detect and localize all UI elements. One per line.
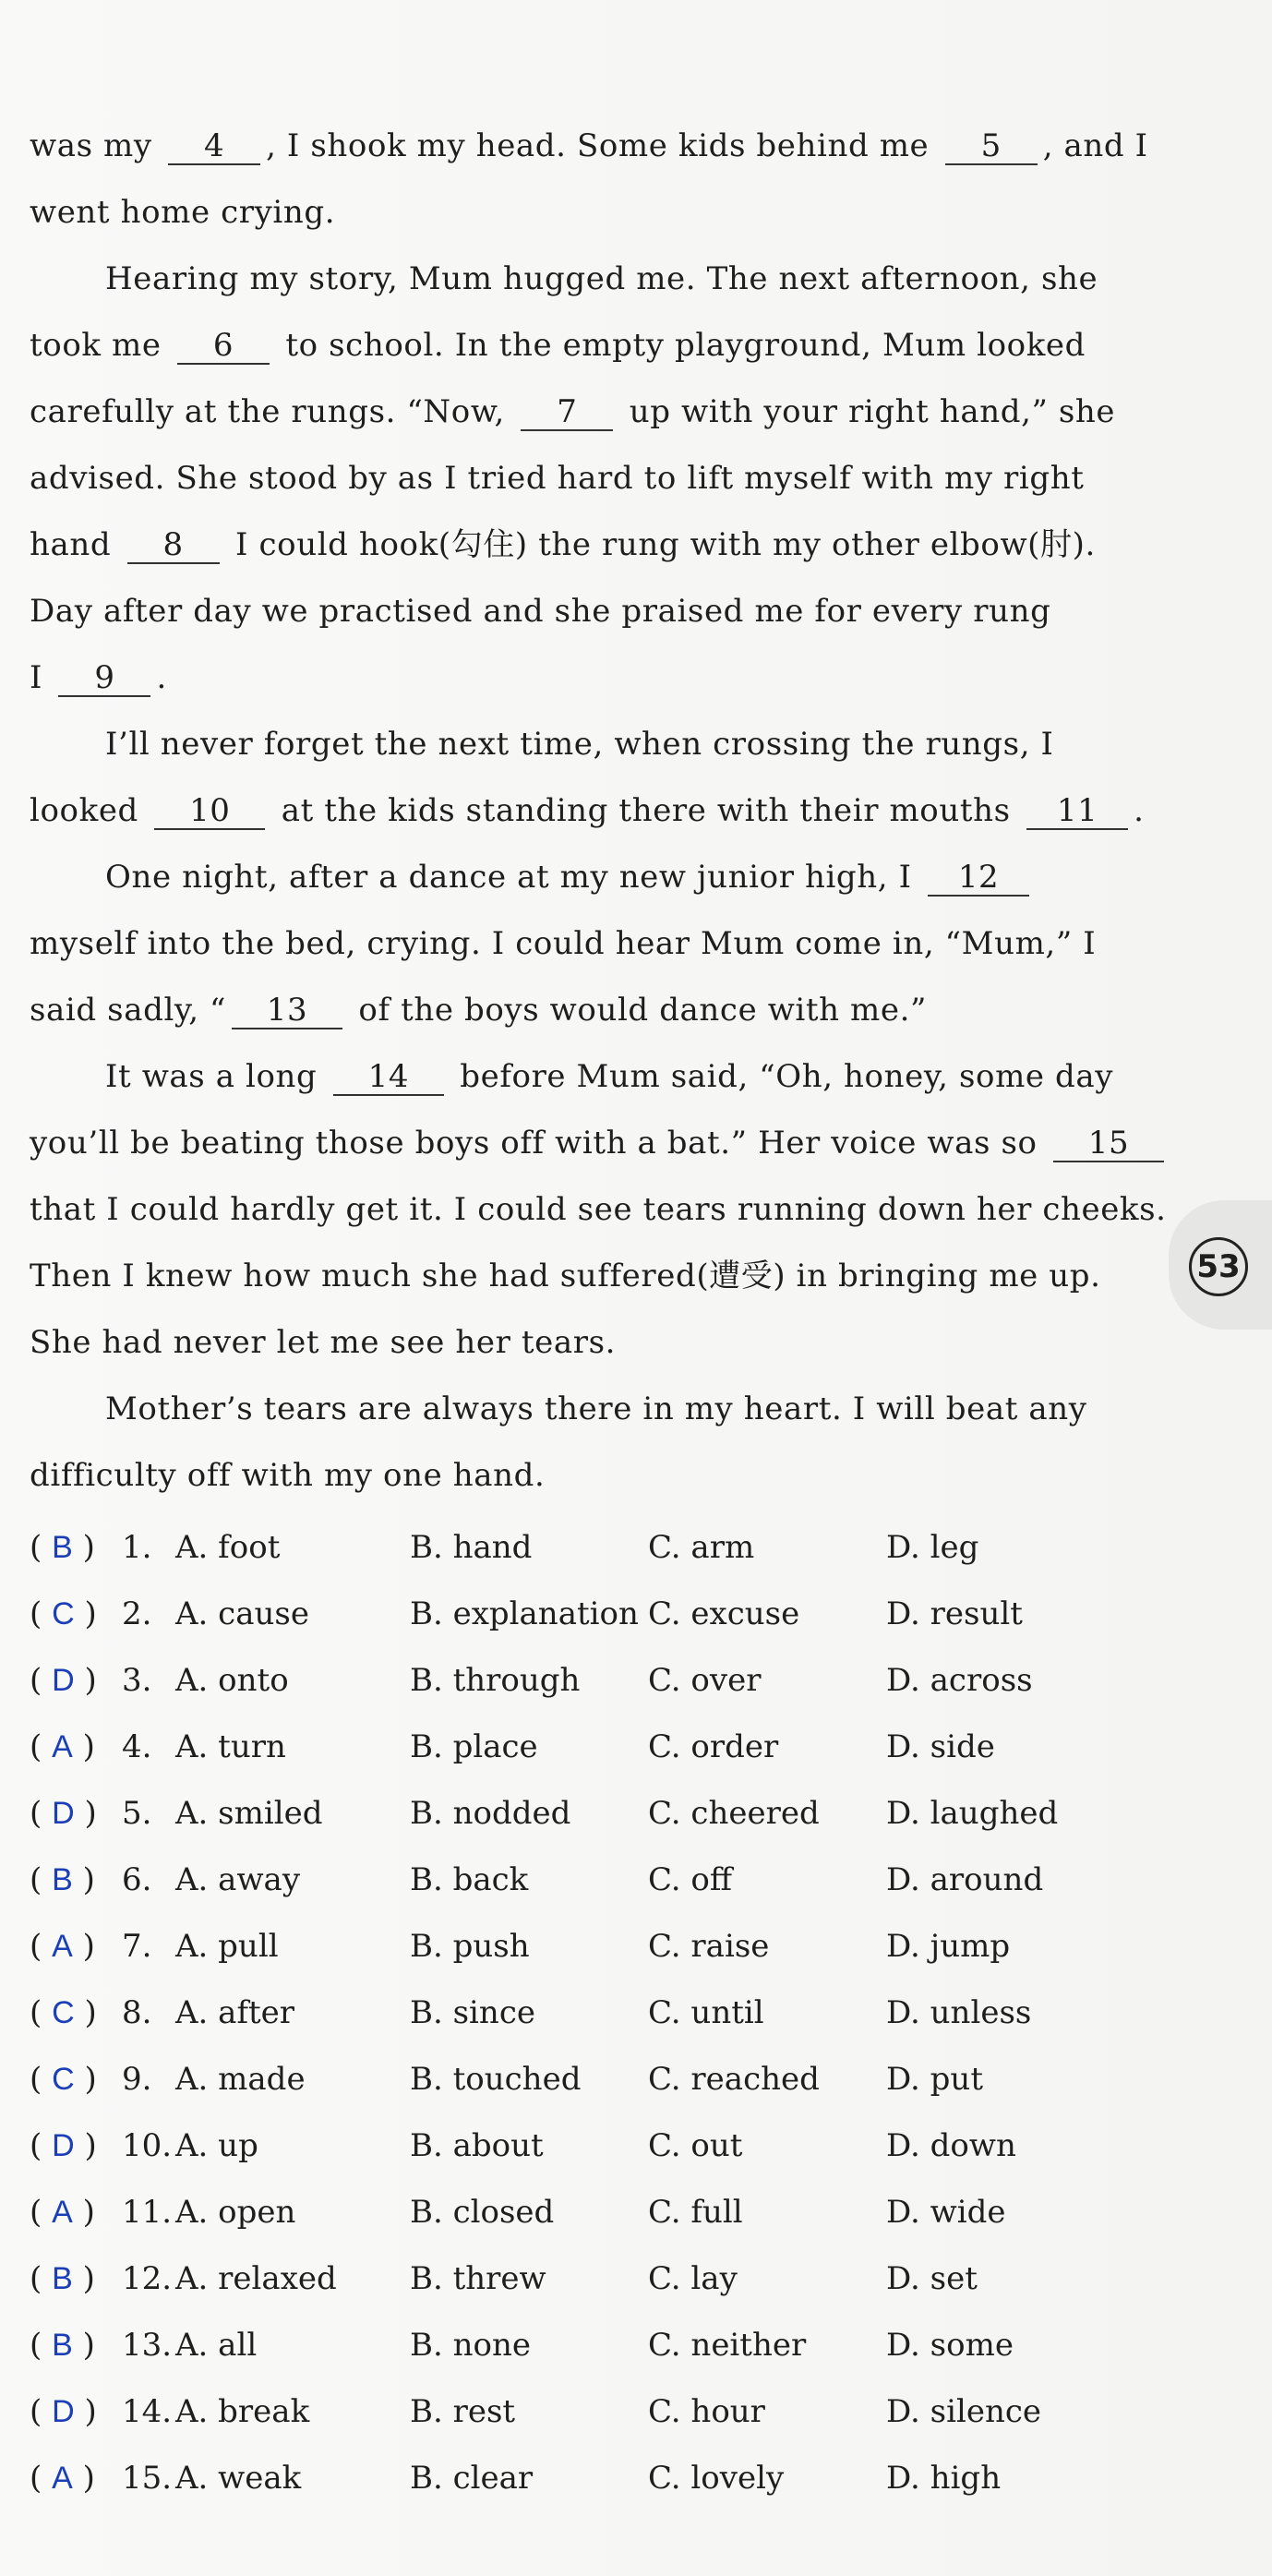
option-c: C. raise	[648, 1928, 770, 1965]
passage-text: to school. In the empty playground, Mum looked	[274, 327, 1086, 364]
option-c: C. over	[648, 1662, 762, 1699]
option-d: D. down	[886, 2127, 1016, 2164]
question-number: 13.	[122, 2327, 173, 2364]
option-c: C. full	[648, 2194, 743, 2231]
blank-10: 10	[154, 793, 265, 830]
option-b: B. about	[410, 2127, 544, 2164]
passage-line	[30, 1110, 1137, 1176]
passage-line	[30, 1442, 1137, 1509]
answer-bracket: ( B )	[30, 2327, 95, 2364]
question-row	[30, 1847, 1137, 1913]
blank-14: 14	[333, 1059, 444, 1096]
option-d: D. put	[886, 2061, 983, 2098]
question-row	[30, 1980, 1137, 2046]
blank-4: 4	[168, 128, 260, 165]
question-number: 14.	[122, 2393, 173, 2430]
option-c: C. cheered	[648, 1795, 820, 1832]
answer-letter: D	[52, 2394, 75, 2429]
question-row	[30, 1581, 1137, 1647]
option-c: C. order	[648, 1728, 779, 1765]
option-b: B. threw	[410, 2260, 546, 2297]
answer-letter: D	[52, 1796, 75, 1831]
passage-text: that I could hardly get it. I could see tears running down her cheeks.	[30, 1191, 1167, 1228]
option-d: D. wide	[886, 2194, 1006, 2231]
option-b: B. hand	[410, 1529, 533, 1566]
answer-letter: D	[52, 1663, 75, 1698]
passage-text: went home crying.	[30, 194, 336, 231]
answer-bracket: ( D )	[30, 2393, 97, 2430]
question-number: 8.	[122, 1994, 152, 2031]
answer-letter: A	[52, 1929, 73, 1964]
passage-text: you’ll be beating those boys off with a bat.” Her voice was so	[30, 1125, 1048, 1162]
passage-line	[30, 512, 1137, 578]
option-a: A. break	[175, 2393, 310, 2430]
option-c: C. hour	[648, 2393, 765, 2430]
option-a: A. pull	[175, 1928, 279, 1965]
option-a: A. after	[175, 1994, 295, 2031]
question-row	[30, 1514, 1137, 1581]
answer-bracket: ( A )	[30, 2460, 95, 2497]
option-c: C. reached	[648, 2061, 820, 2098]
passage-line	[30, 1176, 1167, 1243]
blank-15: 15	[1053, 1125, 1164, 1162]
question-row	[30, 2245, 1137, 2312]
option-a: A. all	[175, 2327, 258, 2364]
option-b: B. rest	[410, 2393, 516, 2430]
question-number: 4.	[122, 1728, 152, 1765]
answer-letter: C	[52, 1596, 75, 1631]
passage-line	[30, 644, 1137, 711]
passage-text: at the kids standing there with their mouths	[270, 792, 1022, 829]
answer-letter: B	[52, 1530, 73, 1565]
passage-text: of the boys would dance with me.”	[348, 992, 927, 1029]
passage-text: was my	[30, 127, 163, 164]
answer-bracket: ( D )	[30, 2127, 97, 2164]
answer-letter: C	[52, 1995, 75, 2030]
blank-11: 11	[1026, 793, 1128, 830]
passage-line	[30, 977, 1137, 1043]
passage-text: hand	[30, 526, 122, 563]
passage-line	[30, 179, 1137, 246]
blank-12: 12	[928, 860, 1029, 897]
question-number: 3.	[122, 1662, 152, 1699]
passage-text: I’ll never forget the next time, when crossing the rungs, I	[105, 726, 1054, 763]
passage-text: I	[30, 659, 54, 696]
blank-9: 9	[58, 660, 150, 697]
question-number: 7.	[122, 1928, 152, 1965]
passage-text: said sadly, “	[30, 992, 227, 1029]
question-row	[30, 1913, 1137, 1980]
passage-text: before Mum said, “Oh, honey, some day	[449, 1058, 1114, 1095]
option-c: C. until	[648, 1994, 764, 2031]
answer-letter: B	[52, 2261, 73, 2296]
passage-text: , I shook my head. Some kids behind me	[266, 127, 940, 164]
option-d: D. high	[886, 2460, 1002, 2497]
passage-text: .	[156, 659, 167, 696]
option-d: D. jump	[886, 1928, 1011, 1965]
question-row	[30, 2046, 1137, 2113]
passage-text: , and I	[1042, 127, 1148, 164]
answer-bracket: ( C )	[30, 1595, 97, 1632]
passage-line	[30, 1043, 1137, 1110]
answer-letter: A	[52, 2195, 73, 2230]
option-c: C. lovely	[648, 2460, 785, 2497]
passage-line	[30, 777, 1145, 844]
option-a: A. weak	[175, 2460, 302, 2497]
option-b: B. explanation	[410, 1595, 639, 1632]
answer-bracket: ( C )	[30, 1994, 97, 2031]
passage-text: I could hook(勾住) the rung with my other elbow(肘).	[224, 526, 1096, 563]
question-row	[30, 2312, 1137, 2378]
answer-letter: D	[52, 2128, 75, 2163]
option-b: B. since	[410, 1994, 535, 2031]
question-row	[30, 2179, 1137, 2245]
option-b: B. none	[410, 2327, 531, 2364]
passage-line	[30, 578, 1137, 644]
option-a: A. foot	[175, 1529, 281, 1566]
option-a: A. up	[175, 2127, 258, 2164]
passage-line	[30, 246, 1137, 312]
answer-bracket: ( A )	[30, 2194, 95, 2231]
option-d: D. unless	[886, 1994, 1032, 2031]
option-b: B. clear	[410, 2460, 534, 2497]
question-number: 10.	[122, 2127, 173, 2164]
option-d: D. silence	[886, 2393, 1042, 2430]
option-c: C. excuse	[648, 1595, 800, 1632]
option-d: D. around	[886, 1861, 1044, 1898]
blank-13: 13	[232, 993, 342, 1029]
blank-6: 6	[177, 328, 270, 365]
option-d: D. some	[886, 2327, 1014, 2364]
question-number: 2.	[122, 1595, 152, 1632]
question-number: 9.	[122, 2061, 152, 2098]
passage-text: up with your right hand,” she	[618, 393, 1116, 430]
page-number: 53	[1189, 1237, 1248, 1296]
answer-bracket: ( B )	[30, 2260, 95, 2297]
passage-text: Day after day we practised and she praised me for every rung	[30, 593, 1051, 630]
passage-text: difficulty off with my one hand.	[30, 1457, 546, 1494]
passage-text: carefully at the rungs. “Now,	[30, 393, 516, 430]
option-c: C. arm	[648, 1529, 755, 1566]
question-row	[30, 1780, 1137, 1847]
question-row	[30, 2113, 1137, 2179]
answer-options-list	[30, 1514, 1137, 2511]
passage-text: advised. She stood by as I tried hard to lift myself with my right	[30, 460, 1085, 497]
question-number: 5.	[122, 1795, 152, 1832]
passage-line	[30, 844, 1137, 910]
question-row	[30, 2445, 1137, 2511]
blank-5: 5	[945, 128, 1038, 165]
answer-bracket: ( A )	[30, 1928, 95, 1965]
question-number: 15.	[122, 2460, 173, 2497]
reading-passage	[30, 113, 1167, 1509]
answer-bracket: ( B )	[30, 1529, 95, 1566]
answer-bracket: ( A )	[30, 1728, 95, 1765]
question-number: 6.	[122, 1861, 152, 1898]
passage-line	[30, 910, 1137, 977]
option-d: D. leg	[886, 1529, 979, 1566]
passage-line	[30, 1376, 1137, 1442]
passage-line	[30, 379, 1137, 445]
question-number: 12.	[122, 2260, 173, 2297]
answer-letter: A	[52, 2461, 73, 2496]
answer-letter: B	[52, 2328, 73, 2363]
passage-text: .	[1134, 792, 1145, 829]
question-row	[30, 1714, 1137, 1780]
option-b: B. push	[410, 1928, 530, 1965]
option-b: B. nodded	[410, 1795, 571, 1832]
passage-text: She had never let me see her tears.	[30, 1324, 617, 1361]
option-d: D. result	[886, 1595, 1023, 1632]
blank-8: 8	[127, 527, 220, 564]
passage-line	[30, 113, 1148, 179]
option-a: A. onto	[175, 1662, 289, 1699]
answer-bracket: ( D )	[30, 1662, 97, 1699]
passage-line	[30, 1309, 1137, 1376]
page-number-tab	[1169, 1200, 1272, 1330]
passage-line	[30, 312, 1137, 379]
passage-text: Mother’s tears are always there in my heart. I will beat any	[105, 1390, 1087, 1427]
passage-text: Then I knew how much she had suffered(遭受) in bringing me up.	[30, 1258, 1101, 1294]
answer-bracket: ( B )	[30, 1861, 95, 1898]
answer-letter: A	[52, 1729, 73, 1764]
question-number: 1.	[122, 1529, 152, 1566]
option-a: A. away	[175, 1861, 301, 1898]
answer-bracket: ( D )	[30, 1795, 97, 1832]
option-b: B. through	[410, 1662, 581, 1699]
passage-text: One night, after a dance at my new junior high, I	[105, 859, 923, 896]
answer-letter: B	[52, 1862, 73, 1897]
option-a: A. open	[175, 2194, 296, 2231]
question-row	[30, 1647, 1137, 1714]
option-b: B. closed	[410, 2194, 555, 2231]
blank-7: 7	[521, 394, 613, 431]
answer-letter: C	[52, 2062, 75, 2097]
option-a: A. turn	[175, 1728, 286, 1765]
passage-line	[30, 711, 1137, 777]
option-a: A. cause	[175, 1595, 309, 1632]
option-a: A. made	[175, 2061, 306, 2098]
passage-text: looked	[30, 792, 150, 829]
option-b: B. touched	[410, 2061, 582, 2098]
answer-bracket: ( C )	[30, 2061, 97, 2098]
option-d: D. set	[886, 2260, 978, 2297]
option-c: C. neither	[648, 2327, 807, 2364]
option-c: C. out	[648, 2127, 743, 2164]
option-a: A. relaxed	[175, 2260, 337, 2297]
option-a: A. smiled	[175, 1795, 323, 1832]
option-d: D. side	[886, 1728, 995, 1765]
passage-text: took me	[30, 327, 172, 364]
question-row	[30, 2378, 1137, 2445]
question-number: 11.	[122, 2194, 173, 2231]
option-b: B. back	[410, 1861, 529, 1898]
passage-text: Hearing my story, Mum hugged me. The next afternoon, she	[105, 260, 1098, 297]
option-c: C. lay	[648, 2260, 738, 2297]
passage-line	[30, 1243, 1137, 1309]
passage-text: myself into the bed, crying. I could hear Mum come in, “Mum,” I	[30, 925, 1097, 962]
passage-text: It was a long	[105, 1058, 328, 1095]
passage-line	[30, 445, 1137, 512]
option-d: D. laughed	[886, 1795, 1059, 1832]
option-c: C. off	[648, 1861, 733, 1898]
option-b: B. place	[410, 1728, 538, 1765]
option-d: D. across	[886, 1662, 1033, 1699]
